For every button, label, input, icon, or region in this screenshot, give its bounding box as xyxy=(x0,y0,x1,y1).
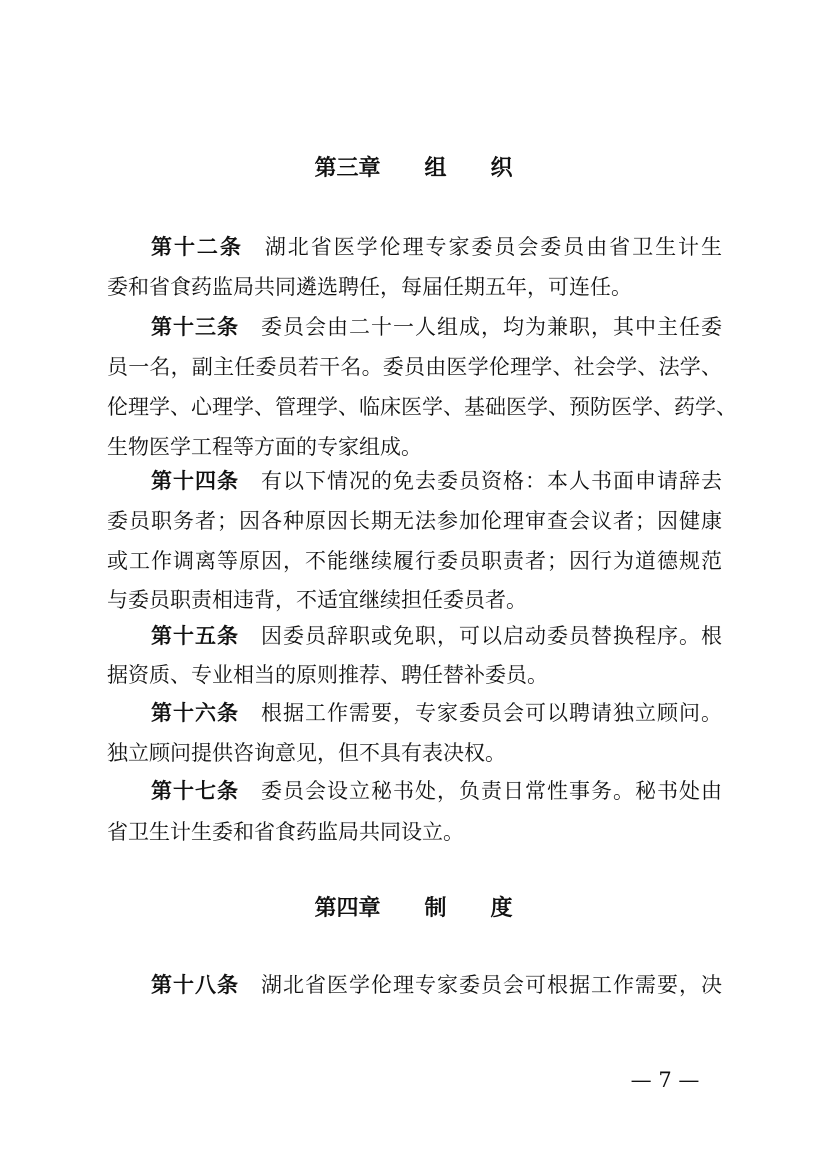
article-18-line-1 xyxy=(151,970,722,1000)
article-18-label: 第十八条 xyxy=(151,973,239,997)
article-12-label: 第十二条 xyxy=(151,235,243,259)
article-15-label: 第十五条 xyxy=(151,624,239,648)
article-14-line-2: 委员职务者；因各种原因长期无法参加伦理审查会议者；因健康 xyxy=(107,509,722,533)
article-13-label: 第十三条 xyxy=(151,315,239,339)
article-17-text: 委员会设立秘书处，负责日常性事务。秘书处由 xyxy=(261,779,722,803)
article-14-text: 有以下情况的免去委员资格：本人书面申请辞去 xyxy=(261,469,722,493)
article-14-label: 第十四条 xyxy=(151,469,239,493)
article-17-line-2: 省卫生计生委和省食药监局共同设立。 xyxy=(107,820,464,844)
article-16-label: 第十六条 xyxy=(151,701,239,725)
article-13-line-3: 伦理学、心理学、管理学、临床医学、基础医学、预防医学、药学、 xyxy=(107,395,737,419)
article-13-line-4: 生物医学工程等方面的专家组成。 xyxy=(107,435,422,459)
chapter-3-heading: 第三章 组 织 xyxy=(314,156,513,181)
article-12-text: 湖北省医学伦理专家委员会委员由省卫生计生 xyxy=(264,235,723,259)
article-15-line-1 xyxy=(151,621,722,651)
article-16-text: 根据工作需要，专家委员会可以聘请独立顾问。 xyxy=(261,701,722,725)
article-17-label: 第十七条 xyxy=(151,779,239,803)
article-13-line-1 xyxy=(151,312,722,342)
article-15-text: 因委员辞职或免职，可以启动委员替换程序。根 xyxy=(261,624,722,648)
article-14-line-4: 与委员职责相违背，不适宜继续担任委员者。 xyxy=(107,588,527,612)
page-number: — 7 — xyxy=(630,1068,700,1092)
article-13-line-2: 员一名，副主任委员若干名。委员由医学伦理学、社会学、法学、 xyxy=(107,355,722,379)
article-16-line-2: 独立顾问提供咨询意见，但不具有表决权。 xyxy=(107,741,506,765)
article-13-text: 委员会由二十一人组成，均为兼职，其中主任委 xyxy=(261,315,722,339)
article-14-line-3: 或工作调离等原因，不能继续履行委员职责者；因行为道德规范 xyxy=(107,549,722,573)
article-12-line-1 xyxy=(151,232,722,262)
article-16-line-1 xyxy=(151,698,722,728)
article-15-line-2: 据资质、专业相当的原则推荐、聘任替补委员。 xyxy=(107,663,548,687)
article-12-line-2: 委和省食药监局共同遴选聘任，每届任期五年，可连任。 xyxy=(107,275,632,299)
article-14-line-1 xyxy=(151,466,722,496)
article-18-text: 湖北省医学伦理专家委员会可根据工作需要，决 xyxy=(261,973,722,997)
chapter-4-heading: 第四章 制 度 xyxy=(314,896,513,921)
article-17-line-1 xyxy=(151,776,722,806)
